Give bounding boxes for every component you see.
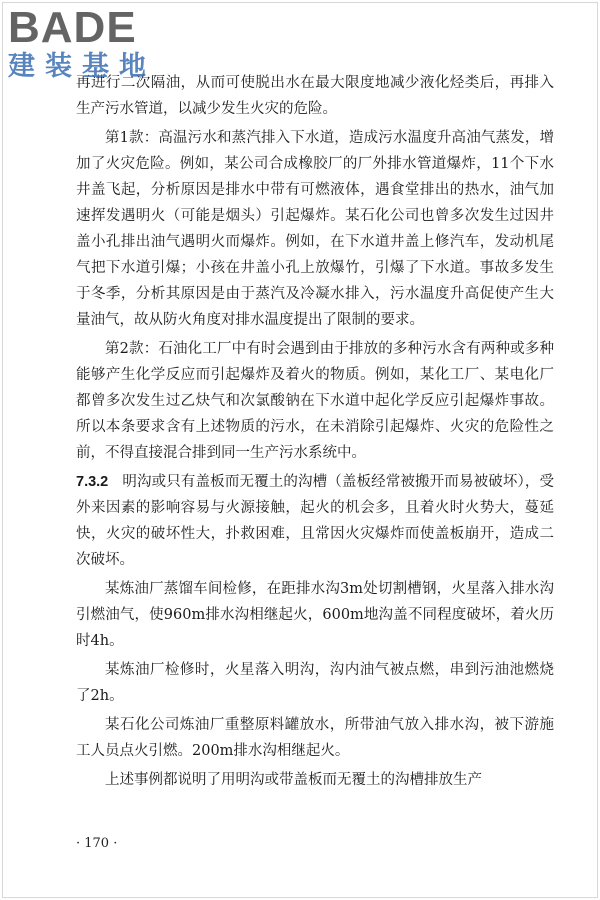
paragraph: 第1款：高温污水和蒸汽排入下水道，造成污水温度升高油气蒸发，增加了火灾危险。例如，某公司合成橡胶厂的厂外排水管道爆炸，11个下水井盖飞起，分析原因是排水中带有可燃液体，遇食堂排出的热水，油气加速挥发遇明火（可能是烟头）引起爆炸。某石化公司也曾多次发生过因井盖小孔排出油气遇明火而爆炸。例如，在下水道井盖上修汽车，发动机尾气把下水道引爆；小孩在井盖小孔上放爆竹，引爆了下水道。事故多发生于冬季，分析其原因是由于蒸汽及冷凝水排入，污水温度升高促使产生大量油气，故从防火角度对排水温度提出了限制的要求。 <box>76 130 554 328</box>
paragraph: 第2款：石油化工厂中有时会遇到由于排放的多种污水含有两种或多种能够产生化学反应而引起爆炸及着火的物质。例如，某化工厂、某电化厂都曾多次发生过乙炔气和次氯酸钠在下水道中起化学反应引起爆炸事故。所以本条要求含有上述物质的污水，在未消除引起爆炸、火灾的危险性之前，不得直接混合排到同一生产污水系统中。 <box>76 341 554 461</box>
section-number: 7.3.2 <box>76 474 109 490</box>
page-number: · 170 · <box>76 836 118 851</box>
paragraph: 上述事例都说明了用明沟或带盖板而无覆土的沟槽排放生产 <box>105 772 482 788</box>
paragraph: 再进行二次隔油，从而可使脱出水在最大限度地减少液化烃类后，再排入生产污水管道，以减少发生火灾的危险。 <box>76 75 554 117</box>
paragraph: 某炼油厂蒸馏车间检修，在距排水沟3m处切割槽钢，火星落入排水沟引燃油气，使960m排水沟相继起火，600m地沟盖不同程度破坏，着火历时4h。 <box>76 581 554 649</box>
watermark-logo <box>8 3 178 90</box>
logo-brand: BADE <box>8 3 137 52</box>
paragraph: 某石化公司炼油厂重整原料罐放水，所带油气放入排水沟，被下游施工人员点火引燃。200m排水沟相继起火。 <box>76 717 554 759</box>
section-paragraph <box>76 469 554 573</box>
logo-subtitle: 建装基地 <box>8 51 156 82</box>
section-text: 明沟或只有盖板而无覆土的沟槽（盖板经常被搬开而易被破坏），受外来因素的影响容易与火源接触，起火的机会多，且着火时火势大，蔓延快，火灾的破坏性大，扑救困难，且常因火灾爆炸而使盖板崩开，造成二次破坏。 <box>76 474 554 568</box>
body-text <box>76 70 554 796</box>
paragraph: 某炼油厂检修时，火星落入明沟，沟内油气被点燃，串到污油池燃烧了2h。 <box>76 662 554 704</box>
